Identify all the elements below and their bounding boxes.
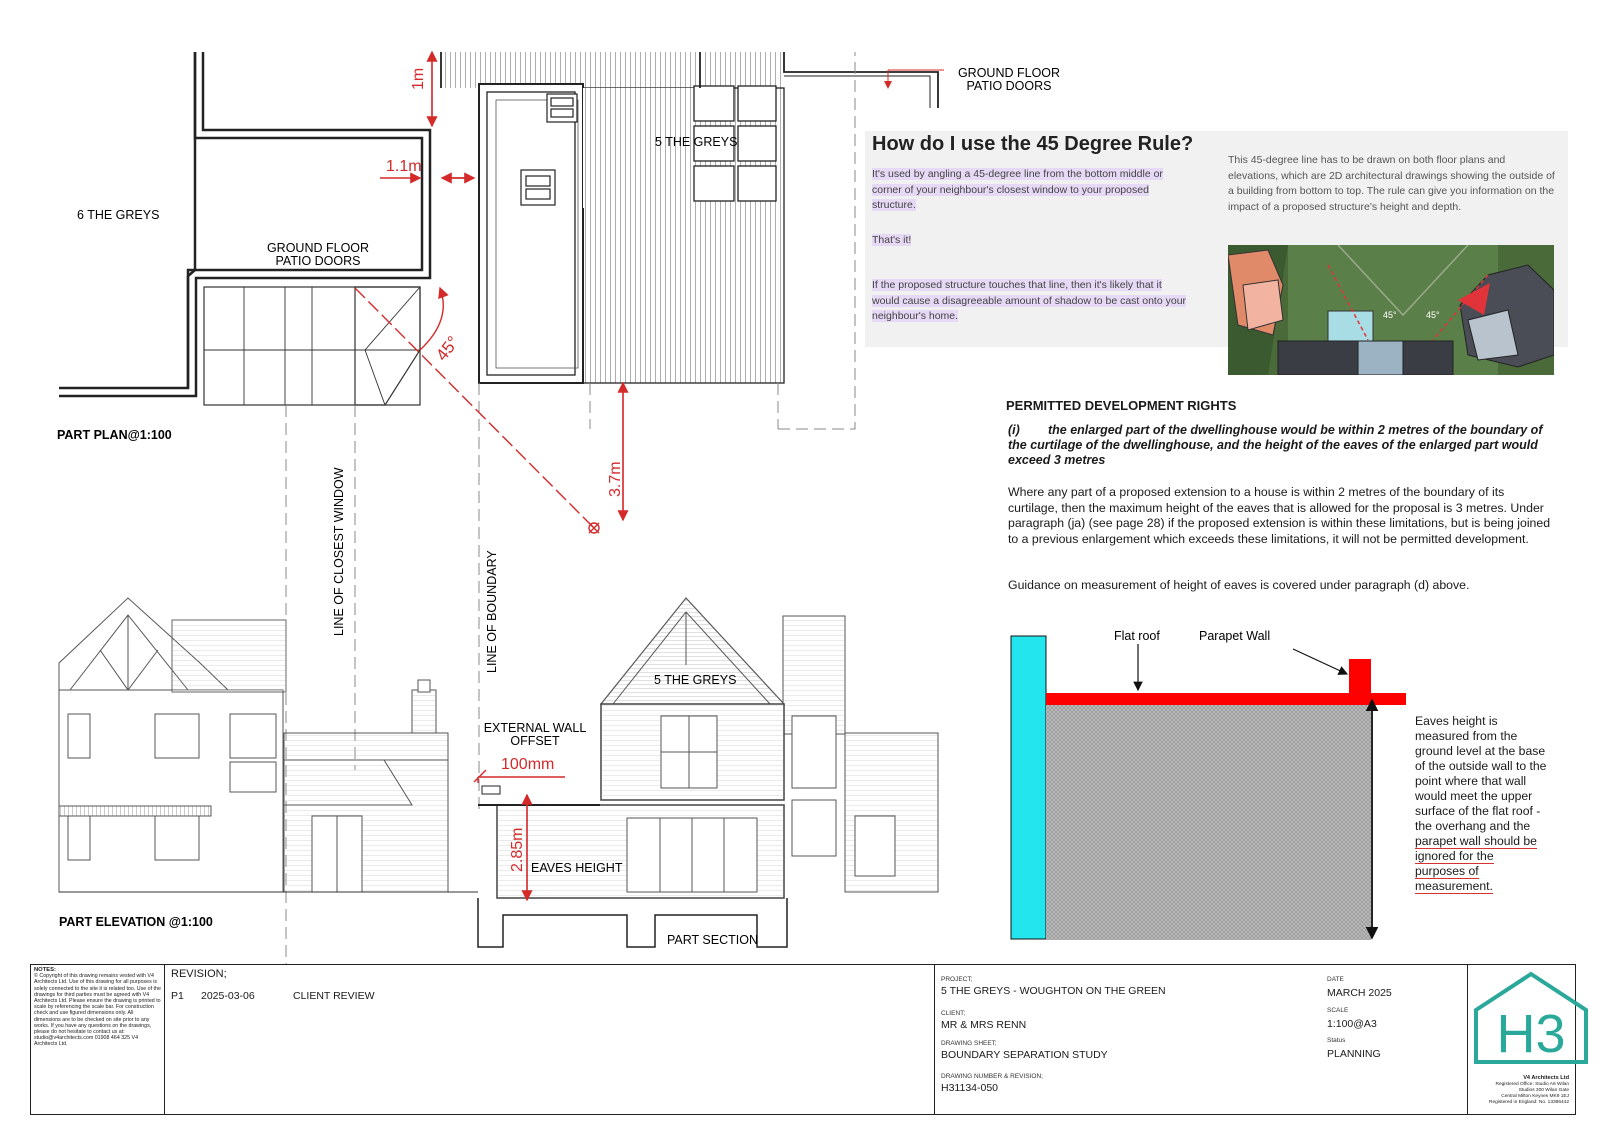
dim-1-1m-label: 1.1m	[386, 158, 422, 175]
aerial-angle-left: 45°	[1383, 310, 1397, 320]
rule-para-2: That's it!	[872, 234, 912, 246]
rev-code: P1	[171, 990, 184, 1002]
project-cell	[935, 965, 1468, 1114]
parapet-label: Parapet Wall	[1199, 629, 1271, 643]
rule-para-3: If the proposed structure touches that line, then it's likely that it would cause a disagreeable amount of shadow to be cast onto your neighbour's home.	[872, 279, 1187, 322]
rev-desc: CLIENT REVIEW	[293, 990, 375, 1002]
elevation-caption: PART ELEVATION @1:100	[59, 915, 213, 929]
revision-label: REVISION;	[171, 968, 227, 980]
number-label: DRAWING NUMBER & REVISION;	[941, 1073, 1043, 1080]
rule-title: How do I use the 45 Degree Rule?	[872, 133, 1194, 155]
rev-date: 2025-03-06	[201, 990, 255, 1002]
date-value: MARCH 2025	[1327, 987, 1392, 999]
title-block	[30, 964, 1576, 1115]
aerial-photo-illustration	[1228, 245, 1554, 375]
status-label: Status	[1327, 1037, 1346, 1044]
six-greys-label: 6 THE GREYS	[77, 208, 160, 222]
firm-address	[1459, 1082, 1569, 1106]
project-label: PROJECT;	[941, 976, 973, 983]
date-label: DATE	[1327, 976, 1344, 983]
project-value: 5 THE GREYS - WOUGHTON ON THE GREEN	[941, 985, 1166, 997]
sheet-value: BOUNDARY SEPARATION STUDY	[941, 1049, 1108, 1061]
logo-text: H3	[1496, 1004, 1566, 1064]
pd-heading: PERMITTED DEVELOPMENT RIGHTS	[1006, 398, 1237, 413]
pd-clause-text: the enlarged part of the dwellinghouse would be within 2 metres of the boundary of the curtilage of the dwellinghouse, and the height of the eaves of the enlarged part would exceed 3 metres	[1008, 423, 1543, 467]
firm-line-4: Registered in England: No. 13396442	[1488, 1100, 1569, 1105]
patio-left-line2: PATIO DOORS	[275, 254, 361, 268]
angle-45-label: 45°	[432, 332, 463, 365]
notes-heading: NOTES:	[34, 967, 56, 973]
section-label: PART SECTION	[667, 933, 758, 947]
notes-cell	[31, 965, 165, 1114]
pd-clause-number: (i)	[1008, 423, 1020, 437]
firm-name: V4 Architects Ltd	[1523, 1075, 1569, 1081]
aerial-angle-right: 45°	[1426, 310, 1440, 320]
scale-value: 1:100@A3	[1327, 1018, 1377, 1030]
scale-label: SCALE	[1327, 1007, 1349, 1014]
notes-text: © Copyright of this drawing remains vested with V4 Architects Ltd. Use of this drawing for all purposes is solely connected to the site it is related too. Use of the drawings for third parties must be agreed with V4 Architects Ltd. Please ensure the drawing is printed to scale by referencing the scale bar. For construction check and use figured dimensions only. All dimensions are to be checked on site prior to any works. If you have any questions on the drawings, please do not hesitate to contact us at: studio@v4architects.com 01908 464 325 V4 Architects Ltd.	[34, 973, 161, 1048]
eaves-height-label: EAVES HEIGHT	[531, 861, 623, 875]
pd-clause	[1008, 423, 1548, 468]
five-greys-plan-label: 5 THE GREYS	[655, 135, 738, 149]
outside-wall	[1011, 636, 1046, 939]
status-value: PLANNING	[1327, 1048, 1381, 1060]
rule-right-text: This 45-degree line has to be drawn on both floor plans and elevations, which are 2D architectural drawings showing the outside of a building from bottom to top. The rule can give you information on the impact of a proposed structure's height and depth.	[1228, 154, 1555, 213]
five-greys-elevation	[478, 598, 938, 898]
sheet-label: DRAWING SHEET;	[941, 1040, 997, 1047]
dim-1m-label: 1m	[410, 67, 427, 90]
pd-body: Where any part of a proposed extension to a house is within 2 metres of the boundary of its curtilage, then the maximum height of the eaves that is allowed for the proposal is 3 metres. Under paragraph (ja) (see page 28) if the proposed extension is within these limitations, but is being joined to a previous enlargement which exceeds these limitations, it will not be permitted development.	[1008, 485, 1551, 546]
line-boundary-label: LINE OF BOUNDARY	[485, 550, 499, 673]
revision-row	[171, 990, 375, 1002]
eaves-note-a: Eaves height is measured from the ground level at the base of the outside wall to the point where that wall would meet the upper surface of the flat roof - the overhang and the	[1415, 714, 1547, 833]
parapet-wall	[1349, 659, 1371, 695]
building-mass	[1046, 705, 1371, 940]
five-greys-plan	[441, 52, 938, 383]
eaves-dim-label: 2.85m	[509, 827, 526, 872]
rule-para-1: It's used by angling a 45-degree line from the bottom middle or corner of your neighbour's closest window to your proposed structure.	[872, 168, 1163, 211]
logo-cell	[1468, 965, 1575, 1114]
offset-line1: EXTERNAL WALL	[483, 721, 587, 735]
client-value: MR & MRS RENN	[941, 1019, 1027, 1031]
number-value: H31134-050	[941, 1082, 999, 1094]
firm-line-3: Central Milton Keynes MK9 1EJ	[1501, 1094, 1569, 1099]
eaves-note-b: parapet wall should be ignored for the purposes of measurement.	[1415, 834, 1537, 893]
offset-line2: OFFSET	[510, 734, 560, 748]
patio-right-line1: GROUND FLOOR	[957, 66, 1061, 80]
six-greys-elevation	[59, 598, 478, 892]
eaves-note	[1415, 714, 1547, 894]
h3-logo	[1472, 970, 1590, 1070]
client-label: CLIENT;	[941, 1010, 966, 1017]
dim-3-7m-label: 3.7m	[607, 461, 624, 497]
pd-guidance: Guidance on measurement of height of eaves is covered under paragraph (d) above.	[1008, 578, 1470, 592]
line-closest-window-label: LINE OF CLOSEST WINDOW	[332, 467, 346, 636]
revision-cell	[165, 965, 935, 1114]
eaves-diagram	[1011, 629, 1406, 940]
plan-caption: PART PLAN@1:100	[57, 428, 172, 442]
conservatory-plan	[204, 287, 420, 405]
firm-line-1: Registered Office: Studio A6 Wilan	[1495, 1082, 1569, 1087]
five-greys-elev-label: 5 THE GREYS	[654, 673, 737, 687]
offset-dim-label: 100mm	[501, 756, 555, 773]
flat-roof-label: Flat roof	[1114, 629, 1160, 643]
patio-right-line2: PATIO DOORS	[966, 79, 1052, 93]
patio-left-line1: GROUND FLOOR	[266, 241, 370, 255]
firm-line-2: Studios 300 Wilan Gate	[1518, 1088, 1569, 1093]
